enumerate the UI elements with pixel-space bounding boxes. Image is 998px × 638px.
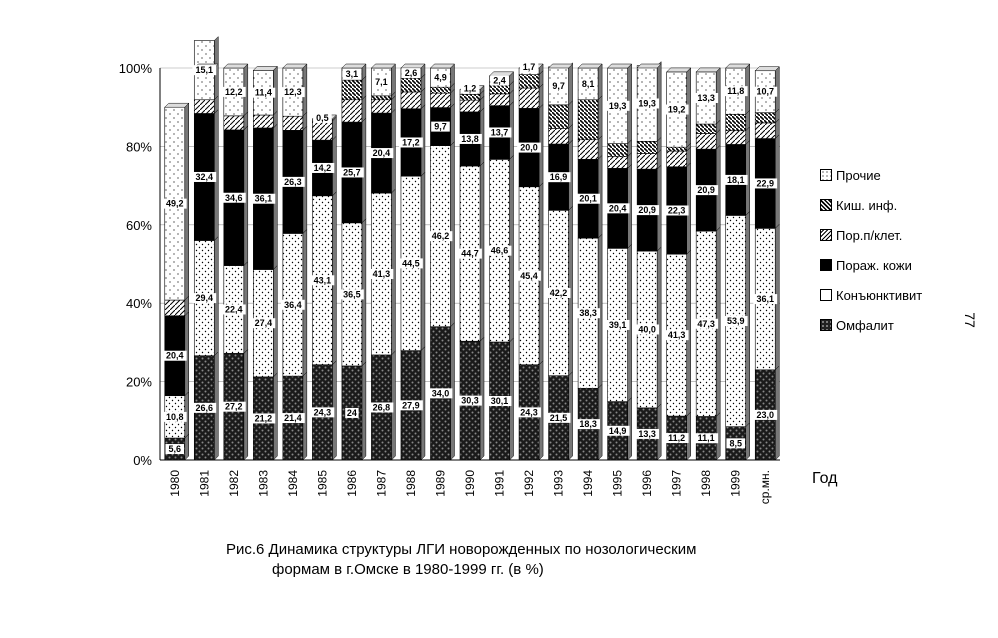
legend-swatch [820, 259, 832, 271]
x-tick-label: 1999 [728, 470, 743, 497]
bar-segment-side [450, 104, 454, 146]
bar-stack [576, 64, 602, 460]
bar-segment [696, 124, 716, 133]
bar-top [342, 64, 366, 68]
bar-segment [637, 141, 657, 153]
legend-label: Киш. инф. [836, 197, 898, 213]
legend-swatch [820, 199, 832, 211]
data-label: 41,3 [667, 330, 686, 341]
bar-top [549, 64, 573, 68]
data-label: 13,3 [638, 428, 656, 439]
data-label: 26,8 [372, 402, 391, 413]
data-label: 32,4 [195, 171, 214, 182]
data-label: 45,4 [520, 270, 538, 281]
bar-stack [370, 64, 396, 460]
bar-segment [696, 133, 716, 149]
bar-stack [340, 64, 366, 460]
data-label: 27,9 [402, 400, 420, 411]
bar-stack [606, 64, 632, 460]
bar-segment [253, 115, 273, 128]
x-tick-label: 1989 [433, 470, 448, 497]
legend-item [820, 160, 922, 190]
bar-segment [578, 100, 598, 140]
data-label: 2,4 [493, 75, 506, 86]
data-label: 20,0 [520, 142, 538, 153]
bar-stack [310, 113, 336, 460]
data-label: 12,2 [225, 86, 243, 97]
data-label: 5,6 [168, 444, 182, 455]
data-label: 21,2 [254, 413, 273, 424]
x-tick-label: 1998 [699, 470, 714, 497]
data-label: 22,4 [225, 304, 243, 315]
legend-label: Пораж. кожи [836, 257, 912, 273]
data-label: 4,9 [434, 72, 447, 83]
legend-item [820, 250, 922, 280]
bar-segment [519, 88, 539, 108]
bar-segment [549, 105, 569, 129]
bar-stack [281, 64, 307, 460]
data-label: 29,4 [195, 293, 214, 304]
bar-segment [755, 123, 775, 139]
bar-stack [488, 72, 514, 460]
data-label: 53,9 [726, 316, 745, 327]
data-label: 20,9 [638, 205, 656, 216]
data-label: 38,3 [579, 308, 597, 319]
data-label: 19,3 [608, 100, 627, 111]
data-label: 21,4 [284, 413, 302, 424]
bar-segment [637, 153, 657, 169]
bar-stack [694, 68, 720, 460]
bar-segment [165, 300, 185, 316]
bar-top [578, 64, 602, 68]
data-label: 9,7 [434, 121, 447, 132]
data-label: 13,7 [490, 127, 509, 138]
x-tick-label: 1986 [344, 470, 359, 497]
data-label: 13,3 [697, 92, 715, 103]
x-tick-label: 1987 [374, 470, 389, 497]
data-label: 20,4 [165, 350, 184, 361]
data-label: 30,1 [490, 396, 509, 407]
data-label: 7,1 [375, 76, 388, 87]
bar-segment-side [391, 64, 395, 96]
bar-stack [665, 68, 691, 460]
bar-segment [726, 114, 746, 130]
data-label: 46,6 [490, 245, 509, 256]
data-label: 14,9 [608, 425, 627, 436]
legend-item [820, 190, 922, 220]
data-label: 11,2 [668, 433, 686, 444]
x-tick-label: 1988 [403, 470, 418, 497]
caption-line-1: Рис.6 Динамика структуры ЛГИ новорожденных по нозологическим [226, 541, 697, 558]
legend-label: Пор.п/клет. [836, 227, 903, 243]
bar-segment-side [569, 63, 573, 105]
bar-stack [458, 84, 484, 460]
legend-item [820, 220, 922, 250]
bar-segment [755, 113, 775, 123]
data-label: 39,1 [608, 319, 627, 330]
data-label: 1,7 [522, 62, 536, 72]
x-tick-label: 1992 [522, 470, 537, 497]
data-label: 49,2 [165, 198, 184, 209]
data-label: 24,3 [520, 407, 538, 418]
bars [163, 37, 779, 460]
data-label: 47,3 [697, 318, 715, 329]
x-tick-label: 1983 [256, 470, 271, 497]
bar-stack [547, 63, 573, 460]
data-label: 19,2 [667, 104, 686, 115]
data-label: 8,5 [729, 438, 742, 449]
legend-item [820, 280, 922, 310]
data-label: 0,5 [316, 112, 329, 123]
data-label: 20,9 [697, 185, 715, 196]
bar-stack [517, 62, 543, 460]
data-label: 21,5 [549, 412, 568, 423]
data-label: 27,2 [225, 401, 243, 412]
legend-swatch [820, 319, 832, 331]
data-label: 22,9 [756, 178, 775, 189]
data-label: 25,7 [343, 167, 361, 178]
data-label: 20,4 [608, 203, 627, 214]
bar-segment [667, 147, 687, 151]
data-label: 36,1 [756, 294, 775, 305]
data-label: 2,6 [404, 68, 418, 79]
bar-stack [222, 64, 248, 460]
x-tick-label: ср.мн. [758, 470, 773, 505]
y-tick-label: 20% [125, 374, 152, 390]
bar-segment [549, 128, 569, 144]
data-label: 43,1 [313, 275, 332, 286]
x-tick-label: 1996 [640, 470, 655, 497]
bar-segment [401, 78, 421, 92]
bar-stack [251, 66, 277, 460]
bar-segment-side [185, 434, 189, 460]
bar-stack [753, 67, 779, 460]
x-tick-label: 1997 [669, 470, 684, 497]
data-label: 11,4 [254, 87, 272, 98]
bar-top [637, 64, 661, 68]
bar-segment [608, 157, 628, 169]
legend-label: Прочие [836, 167, 881, 183]
bar-segment [371, 100, 391, 113]
data-label: 11,8 [727, 86, 745, 97]
bar-segment [401, 92, 421, 109]
data-label: 44,7 [461, 248, 479, 259]
data-label: 34,6 [225, 192, 243, 203]
data-label: 42,2 [549, 288, 568, 299]
bar-segment [490, 94, 510, 106]
data-label: 36,4 [284, 299, 302, 310]
bar-segment [430, 93, 450, 108]
bar-segment-side [746, 423, 750, 460]
bar-stack [192, 37, 218, 460]
data-label: 26,3 [284, 176, 302, 187]
legend-label: Омфалит [836, 317, 894, 333]
data-label: 44,5 [402, 258, 420, 269]
caption-line-2: формам в г.Омске в 1980-1999 гг. (в %) [272, 561, 544, 578]
legend-swatch [820, 289, 832, 301]
data-label: 36,1 [254, 193, 273, 204]
legend-swatch [820, 169, 832, 181]
data-label: 30,3 [461, 395, 479, 406]
bar-segment [726, 131, 746, 145]
bar-top [755, 67, 779, 71]
data-label: 27,4 [254, 318, 273, 329]
data-label: 34,0 [431, 388, 450, 399]
y-tick-label: 100% [118, 61, 152, 76]
bar-top [726, 64, 750, 68]
figure-caption [226, 540, 786, 580]
data-label: 13,8 [461, 133, 479, 144]
bar-stack [724, 64, 750, 460]
bar-top [371, 64, 395, 68]
bar-segment [283, 116, 303, 130]
page-number: 77 [961, 312, 978, 328]
x-tick-label: 1982 [226, 470, 241, 497]
x-axis-title: Год [812, 470, 838, 487]
data-label: 40,0 [638, 324, 656, 335]
bar-segment [578, 140, 598, 160]
data-label: 11,1 [697, 433, 715, 444]
x-tick-label: 1985 [315, 470, 330, 497]
bar-segment [194, 100, 214, 114]
x-tick-label: 1984 [285, 470, 300, 497]
x-tick-label: 1990 [463, 470, 477, 497]
data-label: 16,9 [549, 172, 568, 183]
data-label: 41,3 [372, 268, 391, 279]
bar-segment-side [362, 96, 366, 122]
data-label: 12,3 [284, 87, 302, 98]
legend-label: Конъюнктивит [836, 287, 923, 303]
bar-segment [490, 85, 510, 94]
x-tick-label: 1993 [551, 470, 566, 497]
data-label: 18,3 [579, 419, 597, 430]
y-tick-label: 40% [125, 296, 152, 312]
y-tick-label: 0% [133, 453, 152, 468]
data-label: 24 [346, 407, 357, 418]
bar-segment [460, 100, 480, 112]
bar-segment [430, 87, 450, 93]
bar-top [608, 64, 632, 68]
x-tick-label: 1994 [581, 470, 596, 497]
bar-stack [399, 64, 425, 460]
bar-stack [429, 64, 455, 460]
bar-segment [519, 75, 539, 88]
bar-top [667, 68, 691, 72]
bar-stack [163, 103, 189, 460]
bar-segment [342, 80, 362, 100]
legend-item [820, 310, 922, 340]
bar-segment-side [362, 362, 366, 460]
x-tick-label: 1980 [167, 470, 182, 497]
data-label: 46,2 [431, 231, 450, 242]
data-label: 10,8 [165, 411, 184, 422]
x-tick-label: 1981 [197, 470, 212, 497]
data-label: 15,1 [195, 65, 214, 76]
data-label: 17,2 [402, 137, 420, 148]
data-label: 36,5 [343, 289, 361, 300]
data-label: 19,3 [638, 98, 656, 109]
bar-segment-side [598, 64, 602, 100]
bar-segment [667, 151, 687, 167]
bar-segment [224, 116, 244, 130]
data-label: 3,1 [345, 69, 359, 80]
bar-segment-side [598, 96, 602, 140]
data-label: 23,0 [756, 409, 775, 420]
data-label: 20,4 [372, 148, 391, 159]
bar-top [253, 66, 277, 70]
legend [820, 160, 922, 340]
x-tick-label: 1991 [492, 470, 507, 497]
bar-segment [460, 94, 480, 100]
bar-top [430, 64, 454, 68]
data-label: 24,3 [313, 407, 332, 418]
bar-top [224, 64, 248, 68]
bar-segment [608, 144, 628, 157]
data-label: 22,3 [667, 205, 686, 216]
bar-segment [312, 121, 332, 140]
data-label: 26,6 [195, 402, 214, 413]
bar-segment-side [569, 101, 573, 129]
data-label: 8,1 [581, 78, 595, 89]
data-label: 10,7 [756, 86, 775, 97]
bar-segment [371, 96, 391, 100]
bar-stack [635, 62, 661, 460]
data-label: 14,2 [313, 162, 332, 173]
x-tick-label: 1995 [610, 470, 625, 497]
bar-top [696, 68, 720, 72]
bar-segment [342, 100, 362, 122]
data-label: 1,2 [463, 83, 477, 94]
legend-swatch [820, 229, 832, 241]
bar-top [283, 64, 307, 68]
y-tick-label: 80% [125, 139, 152, 155]
data-label: 9,7 [552, 80, 565, 91]
data-label: 20,1 [579, 193, 597, 204]
data-label: 18,1 [726, 174, 745, 185]
bar-top [165, 103, 189, 107]
y-tick-label: 60% [125, 217, 152, 233]
